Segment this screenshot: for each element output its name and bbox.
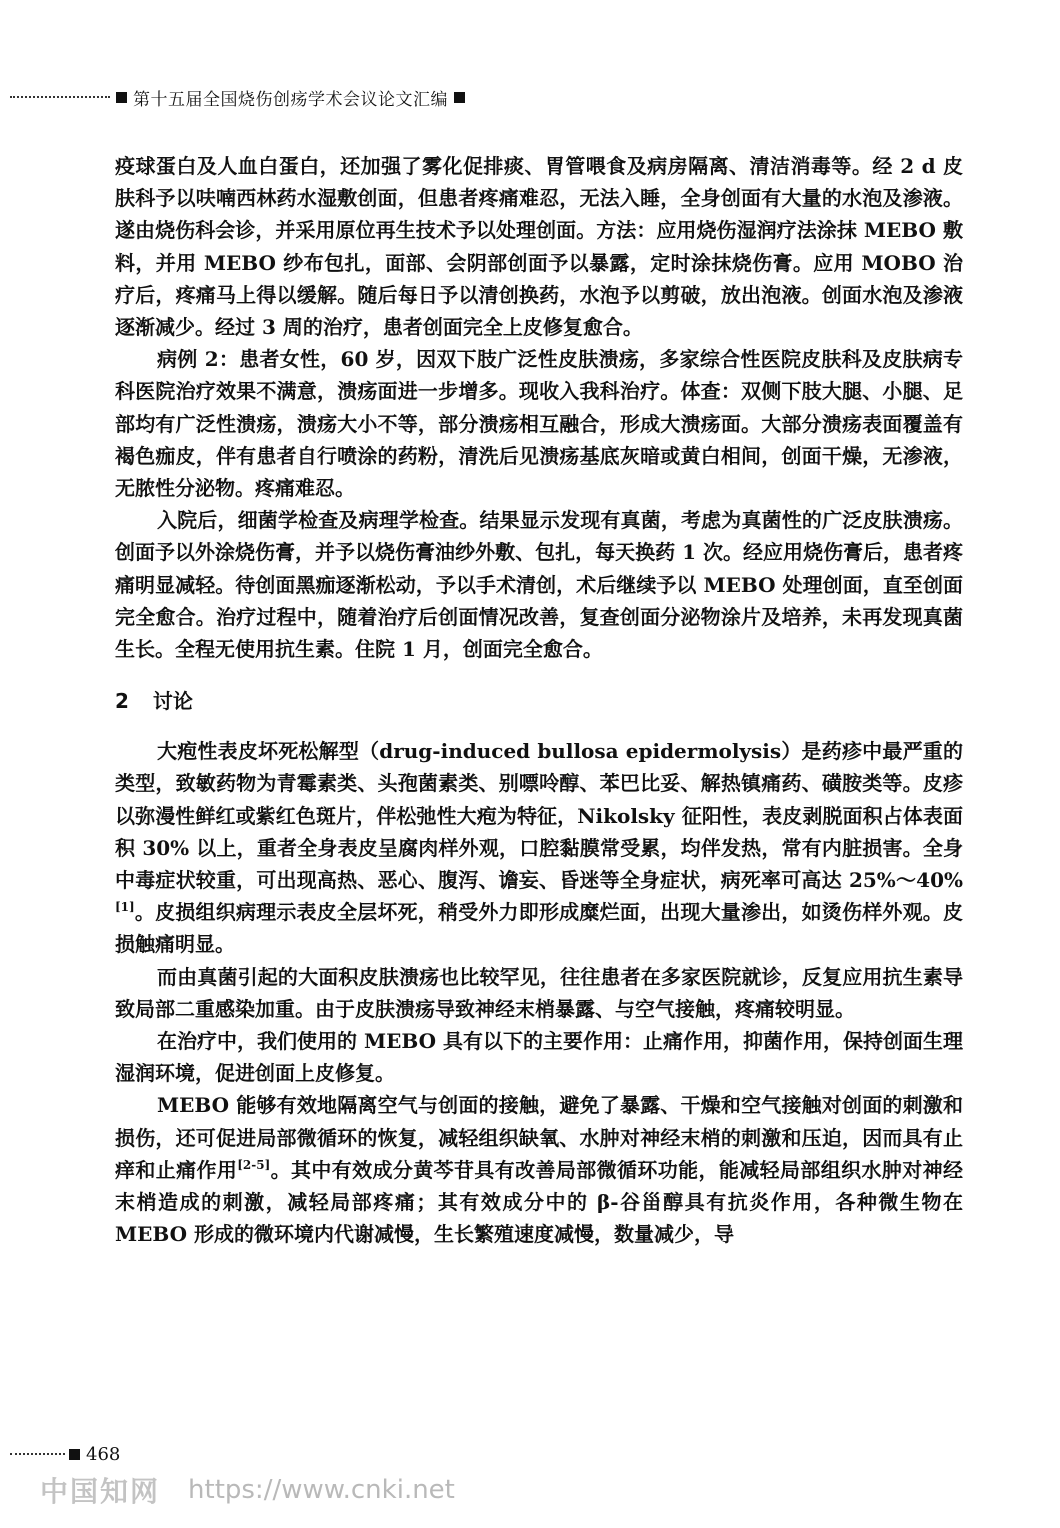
paragraph-case2: 病例 2：患者女性，60 岁，因双下肢广泛性皮肤溃疡，多家综合性医院皮肤科及皮肤病专科医院治疗效果不满意，溃疡面进一步增多。现收入我科治疗。体查：双侧下肢大腿、小腿、足部均有广泛性溃疡，溃疡大小不等，部分溃疡相互融合，形成大溃疡面。大部分溃疡表面覆盖有褐色痂皮，伴有患者自行喷涂的药粉，清洗后见溃疡基底灰暗或黄白相间，创面干燥，无渗液，无脓性分泌物。疼痛难忍。 <box>115 347 963 501</box>
page-number: 468 <box>86 1443 121 1465</box>
page-footer <box>10 1442 120 1466</box>
footer-dotted-rule <box>10 1453 65 1455</box>
section-number: 2 <box>115 689 129 714</box>
paragraph-discussion-3: 在治疗中，我们使用的 MEBO 具有以下的主要作用：止痛作用，抑菌作用，保持创面生理湿润环境，促进创面上皮修复。 <box>115 1029 964 1086</box>
paragraph-text: 。皮损组织病理示表皮全层坏死，稍受外力即形成糜烂面，出现大量渗出，如烫伤样外观。皮损触痛明显。 <box>115 900 963 957</box>
citation-ref[interactable]: [1] <box>115 900 135 915</box>
header-square-right <box>454 92 465 103</box>
citation-ref[interactable]: [2-5] <box>237 1157 271 1172</box>
paragraph-case2-treatment: 入院后，细菌学检查及病理学检查。结果显示发现有真菌，考虑为真菌性的广泛皮肤溃疡。创面予以外涂烧伤膏，并予以烧伤膏油纱外敷、包扎，每天换药 1 次。经应用烧伤膏后，患者疼痛明显减轻。待创面黑痂逐渐松动，予以手术清创，术后继续予以 MEBO 处理创面，直至创面完全愈合。治疗过程中，随着治疗后创面情况改善，复查创面分泌物涂片及培养，未再发现真菌生长。全程无使用抗生素。住院 1 月，创面完全愈合。 <box>115 508 963 662</box>
paragraph-discussion-4 <box>115 1089 963 1250</box>
header-square-left <box>116 92 127 103</box>
running-title: 第十五届全国烧伤创疡学术会议论文汇编 <box>133 89 448 110</box>
paragraph-text: 。其中有效成分黄芩苷具有改善局部微循环功能，能减轻局部组织水肿对神经末梢造成的刺激，减轻局部疼痛；其有效成分中的 β-谷甾醇具有抗炎作用，各种微生物在 MEBO 形成的微环境内代谢减慢，生长繁殖速度减慢，数量减少，导 <box>115 1157 964 1247</box>
paragraph-text: MEBO 能够有效地隔离空气与创面的接触，避免了暴露、干燥和空气接触对创面的刺激和损伤，还可促进局部微循环的恢复，减轻组织缺氧、水肿对神经末梢的刺激和压迫，因而具有止痒和止痛作用 <box>115 1093 963 1182</box>
running-header <box>10 84 490 110</box>
cnki-watermark <box>40 1470 455 1510</box>
paragraph-discussion-2: 而由真菌引起的大面积皮肤溃疡也比较罕见，往往患者在多家医院就诊，反复应用抗生素导致局部二重感染加重。由于皮肤溃疡导致神经末梢暴露、与空气接触，疼痛较明显。 <box>115 964 963 1021</box>
paragraph-case1-continued: 疫球蛋白及人血白蛋白，还加强了雾化促排痰、胃管喂食及病房隔离、清洁消毒等。经 2 d 皮肤科予以呋喃西林药水湿敷创面，但患者疼痛难忍，无法入睡，全身创面有大量的水泡及渗液。遂由烧伤科会诊，并采用原位再生技术予以处理创面。方法：应用烧伤湿润疗法涂抹 MEBO 敷料，并用 MEBO 纱布包扎，面部、会阴部创面予以暴露，定时涂抹烧伤膏。应用 MOBO 治疗后，疼痛马上得以缓解。随后每日予以清创换药，水泡予以剪破，放出泡液。创面水泡及渗液逐渐减少。经过 3 周的治疗，患者创面完全上皮修复愈合。 <box>115 154 963 340</box>
header-dotted-rule <box>10 96 110 98</box>
paragraph-discussion-1 <box>115 735 963 960</box>
footer-square <box>69 1449 80 1460</box>
article-body <box>115 150 963 1251</box>
section-heading-discussion <box>115 685 963 717</box>
section-title: 讨论 <box>152 689 193 714</box>
watermark-logo: 中国知网 <box>40 1475 161 1508</box>
paragraph-text: 大疱性表皮坏死松解型（drug-induced bullosa epidermolysis）是药疹中最严重的类型，致敏药物为青霉素类、头孢菌素类、别嘌呤醇、苯巴比妥、解热镇痛药、磺胺类等。皮疹以弥漫性鲜红或紫红色斑片，伴松弛性大疱为特征，Nikolsky 征阳性，表皮剥脱面积占体表面积 30% 以上，重者全身表皮呈腐肉样外观，口腔黏膜常受累，均伴发热，常有内脏损害。全身中毒症状较重，可出现高热、恶心、腹泻、谵妄、昏迷等全身症状，病死率可高达 25%～40% <box>115 739 963 893</box>
watermark-url: https://www.cnki.net <box>188 1475 455 1505</box>
